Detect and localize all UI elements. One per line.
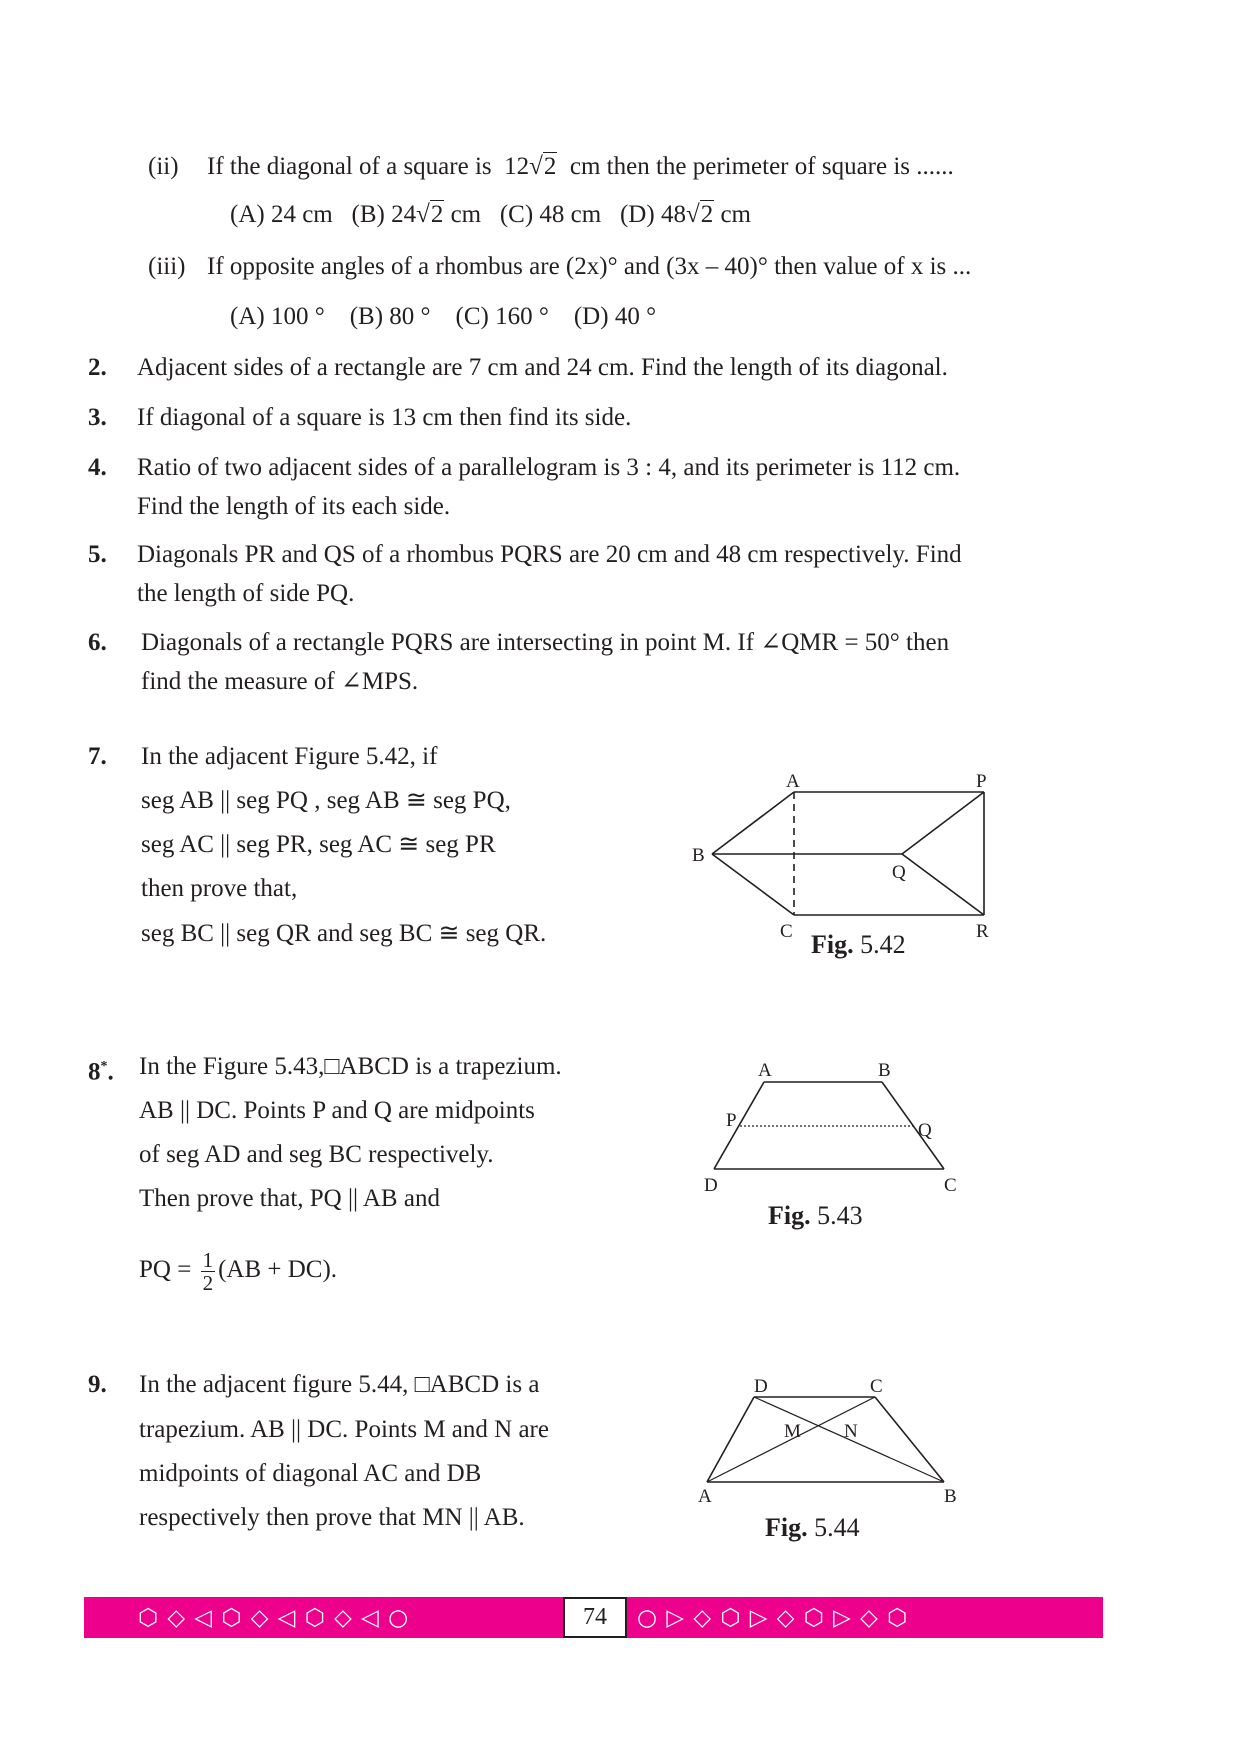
point-label-D: D bbox=[704, 1175, 718, 1196]
point-label-A: A bbox=[758, 1060, 772, 1081]
point-label-Q: Q bbox=[918, 1120, 932, 1141]
q1-iii-option-c: (C) 160 ° bbox=[455, 303, 549, 330]
question-number: 2. bbox=[88, 354, 107, 381]
question-number: 3. bbox=[88, 404, 107, 431]
q1-ii-option-a: (A) 24 cm bbox=[230, 201, 333, 228]
q7-text: then prove that, bbox=[141, 875, 298, 902]
point-label-R: R bbox=[976, 921, 989, 942]
point-label-D: D bbox=[754, 1376, 768, 1397]
q8-text: of seg AD and seg BC respectively. bbox=[139, 1141, 494, 1168]
question-text: If diagonal of a square is 13 cm then find its side. bbox=[137, 404, 632, 431]
q9-text: In the adjacent figure 5.44, □ABCD is a bbox=[139, 1371, 540, 1398]
q7-text: seg AC || seg PR, seg AC ≅ seg PR bbox=[141, 831, 496, 858]
q1-iii-option-b: (B) 80 ° bbox=[349, 303, 431, 330]
q1-ii-option-d: (D) 48√2 cm bbox=[619, 201, 751, 228]
q1-ii-text bbox=[207, 150, 954, 184]
point-label-P: P bbox=[976, 771, 987, 792]
figure-5-43 bbox=[700, 1060, 970, 1200]
q8-text: Then prove that, PQ || AB and bbox=[139, 1185, 440, 1212]
q1-iii-option-a: (A) 100 ° bbox=[230, 303, 325, 330]
figure-5-42 bbox=[680, 765, 1010, 945]
figure-caption: Fig. 5.42 bbox=[811, 930, 906, 959]
question-text: Diagonals PR and QS of a rhombus PQRS are 20 cm and 48 cm respectively. Find bbox=[137, 541, 962, 568]
point-label-C: C bbox=[780, 921, 793, 942]
question-number: 9. bbox=[88, 1371, 107, 1398]
page-number: 74 bbox=[563, 1597, 627, 1638]
question-text: Diagonals of a rectangle PQRS are intersecting in point M. If ∠QMR = 50° then bbox=[141, 629, 950, 656]
question-number: 8*. bbox=[88, 1058, 114, 1086]
q1-ii-options bbox=[230, 198, 751, 232]
q1-iii-label: (iii) bbox=[148, 253, 186, 280]
question-number: 6. bbox=[88, 629, 107, 656]
q9-text: respectively then prove that MN || AB. bbox=[139, 1504, 525, 1531]
q8-equation: PQ = $\frac{1}{2}$ (AB + DC). bbox=[139, 1247, 338, 1295]
point-label-A: A bbox=[786, 771, 800, 792]
q1-ii-diagonal-value: 12√2 bbox=[504, 153, 557, 180]
point-label-P: P bbox=[726, 1110, 737, 1131]
point-label-M: M bbox=[784, 1421, 801, 1442]
footer-decoration-right: ○ ▷ ◇ ⬡ ▷ ◇ ⬡ ▷ ◇ ⬡ bbox=[637, 1605, 909, 1631]
q1-ii-label: (ii) bbox=[148, 153, 179, 180]
q1-ii-option-b: (B) 24√2 cm bbox=[351, 201, 482, 228]
figure-caption: Fig. 5.43 bbox=[768, 1201, 863, 1230]
q1-iii-options bbox=[230, 300, 656, 334]
point-label-B: B bbox=[692, 845, 705, 866]
question-number: 5. bbox=[88, 541, 107, 568]
question-text: Adjacent sides of a rectangle are 7 cm and 24 cm. Find the length of its diagonal. bbox=[137, 354, 948, 381]
q9-text: midpoints of diagonal AC and DB bbox=[139, 1460, 482, 1487]
question-text: Ratio of two adjacent sides of a parallelogram is 3 : 4, and its perimeter is 112 cm. bbox=[137, 454, 961, 481]
q8-text: In the Figure 5.43,□ABCD is a trapezium. bbox=[139, 1053, 562, 1080]
q1-iii-text: If opposite angles of a rhombus are (2x)° and (3x – 40)° then value of x is ... bbox=[207, 253, 972, 280]
point-label-B: B bbox=[878, 1060, 891, 1081]
question-text: Find the length of its each side. bbox=[137, 493, 451, 520]
q1-ii-text-post: cm then the perimeter of square is ...... bbox=[569, 153, 954, 180]
footer-decoration-left: ⬡ ◇ ◁ ⬡ ◇ ◁ ⬡ ◇ ◁ ○ bbox=[138, 1605, 410, 1631]
figure-5-44 bbox=[690, 1370, 960, 1520]
q1-iii-option-d: (D) 40 ° bbox=[573, 303, 657, 330]
question-number: 7. bbox=[88, 743, 107, 770]
q7-text: In the adjacent Figure 5.42, if bbox=[141, 743, 438, 770]
q1-ii-text-pre: If the diagonal of a square is bbox=[207, 153, 492, 180]
question-text: find the measure of ∠MPS. bbox=[141, 668, 419, 695]
q8-text: AB || DC. Points P and Q are midpoints bbox=[139, 1097, 535, 1124]
q7-text: seg BC || seg QR and seg BC ≅ seg QR. bbox=[141, 920, 547, 947]
question-text: the length of side PQ. bbox=[137, 580, 355, 607]
q7-text: seg AB || seg PQ , seg AB ≅ seg PQ, bbox=[141, 787, 511, 814]
q1-ii-option-c: (C) 48 cm bbox=[499, 201, 602, 228]
figure-caption: Fig. 5.44 bbox=[765, 1513, 860, 1542]
point-label-N: N bbox=[844, 1421, 858, 1442]
point-label-A: A bbox=[698, 1486, 712, 1507]
fraction-one-half: $\frac{1}{2}$ bbox=[202, 1247, 214, 1295]
point-label-Q: Q bbox=[892, 862, 906, 883]
q9-text: trapezium. AB || DC. Points M and N are bbox=[139, 1416, 549, 1443]
question-number: 4. bbox=[88, 454, 107, 481]
point-label-B: B bbox=[944, 1486, 957, 1507]
point-label-C: C bbox=[870, 1376, 883, 1397]
point-label-C: C bbox=[944, 1175, 957, 1196]
